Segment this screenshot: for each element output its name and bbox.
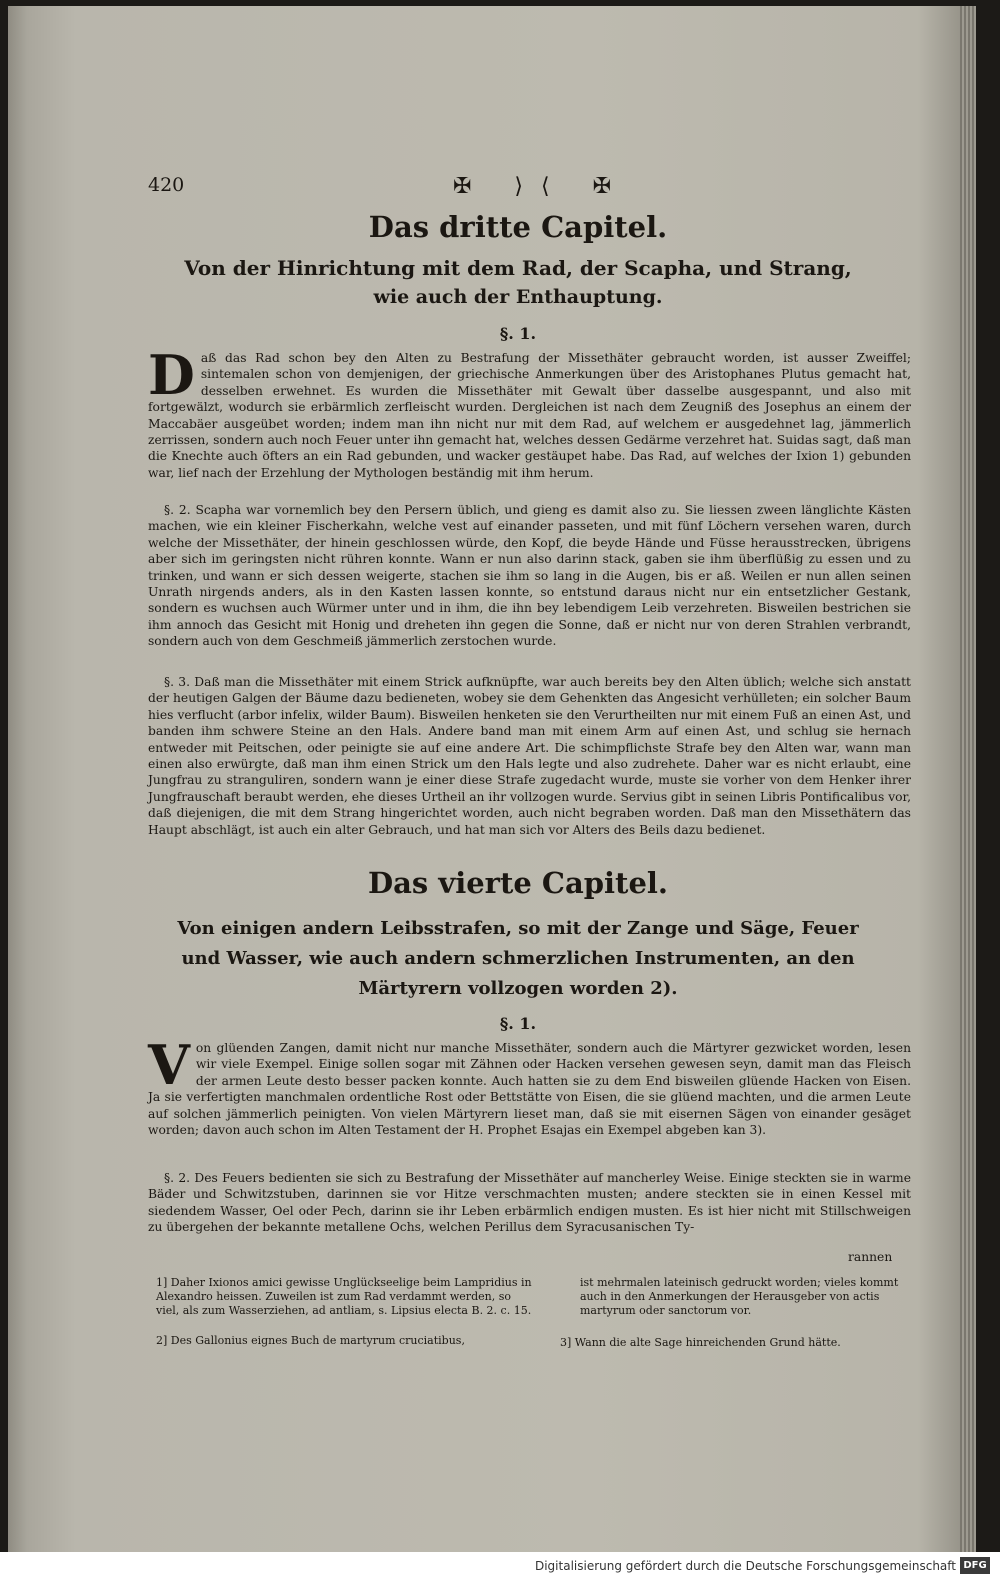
chapter3-subtitle-line1: Von der Hinrichtung mit dem Rad, der Scapha, und Strang, xyxy=(184,256,852,280)
header-ornament: ✠ ⟩⟨ ✠ xyxy=(453,174,630,199)
chapter4-subtitle-line2: und Wasser, wie auch andern schmerzlichen Instrumenten, an den xyxy=(181,948,855,969)
chapter3-paragraph2: §. 2. Scapha war vornemlich bey den Persern üblich, und gieng es damit also zu. Sie liessen zween länglichte Kästen machen, wie ein kleiner Fischerkahn, welche vest auf einander passeten, und mit fünf Löchern versehen waren, durch welche der Missethäter, der hinein geschlossen würde, den Kopf, die beyde Hände und Füsse herausstrecken, übrigens aber sich im geringsten nicht rühren konnte. Wann er nun also darinn stack, gaben sie ihm überflüßig zu essen und zu trinken, und wann er sich dessen weigerte, stachen sie ihm so lang in die Augen, bis er aß. Weilen er nun allen seinen Unrath nirgends anders, als in den Kasten lassen konnte, so entstund daraus nicht nur ein entsetzlicher Gestank, sondern es wuchsen auch Würmer unter und in ihm, die ihn bey lebendigem Leib verzehreten. Bisweilen bestrichen sie ihm annoch das Gesicht mit Honig und dreheten ihn gegen die Sonne, daß er nicht nur von deren Strahlen verbrandt, sondern auch von dem Geschmeiß jämmerlich zerstochen wurde. xyxy=(148,503,911,649)
footnote-1: 1] Daher Ixionos amici gewisse Unglückseelige beim Lampridius in Alexandro heissen. Zuweilen ist zum Rad verdammt werden, so viel, als zum Wasserziehen, ad antliam, s. Lipsius electa B. 2. c. 15. xyxy=(156,1276,532,1317)
chapter4-subtitle-line1: Von einigen andern Leibsstrafen, so mit der Zange und Säge, Feuer xyxy=(177,918,859,939)
book-page xyxy=(8,6,976,1552)
chapter4-paragraph2: §. 2. Des Feuers bedienten sie sich zu Bestrafung der Missethäter auf mancherley Weise. Einige steckten sie in warme Bäder und Schwitzstuben, darinnen sie vor Hitze verschmachten musten; andere steckten sie in einen Kessel mit siedendem Wasser, Oel oder Pech, darinn sie ihr Leben erbärmlich endigen musten. Es ist hier nicht mit Stillschweigen zu übergehen der bekannte metallene Ochs, welchen Perillus dem Syracusanischen Ty- xyxy=(148,1171,911,1235)
page-number: 420 xyxy=(148,174,185,196)
chapter3-title: Das dritte Capitel. xyxy=(368,210,668,244)
footnote-2: 2] Des Gallonius eignes Buch de martyrum cruciatibus, xyxy=(156,1334,465,1347)
chapter4-paragraph1 xyxy=(148,1033,911,1138)
footnote-2-continued: ist mehrmalen lateinisch gedruckt worden; vieles kommt auch in den Anmerkungen der Herausgeber von actis martyrum oder sanctorum vor. xyxy=(580,1276,899,1317)
chapter4-section1-heading: §. 1. xyxy=(499,1014,537,1033)
running-header xyxy=(148,174,888,202)
chapter3-paragraph1 xyxy=(148,343,911,481)
dfg-logo: DFG xyxy=(960,1557,990,1574)
drop-cap: V xyxy=(148,1033,190,1097)
chapter3-section1-heading: §. 1. xyxy=(499,324,537,343)
chapter4-paragraph1-text: on glüenden Zangen, damit nicht nur manche Missethäter, sondern auch die Märtyrer gezwicket worden, lesen wir viele Exempel. Einige sollen sogar mit Zähnen oder Hacken versehen gewesen seyn, damit man das Fleisch der armen Leute desto besser packen konnte. Auch hatten sie zu dem End bisweilen glüende Hacken von Eisen. Ja sie verfertigten manchmalen ordentliche Rost oder Bettstätte von Eisen, die sie glüend machten, und die armen Leute auf solchen jämmerlich peinigten. Von vielen Märtyrern lieset man, daß sie mit eisernen Sägen von einander gesäget worden; davon auch schon im Alten Testament der H. Prophet Esajas ein Exempel abgeben kan 3). xyxy=(148,1041,911,1138)
drop-cap: D xyxy=(148,343,195,407)
page-edge xyxy=(960,6,976,1552)
chapter4-title: Das vierte Capitel. xyxy=(367,866,669,900)
funding-text: Digitalisierung gefördert durch die Deutsche Forschungsgemeinschaft xyxy=(534,1559,956,1573)
catchword: rannen xyxy=(848,1250,893,1264)
chapter4-subtitle-line3: Märtyrern vollzogen worden 2). xyxy=(358,978,678,999)
chapter3-paragraph1-text: aß das Rad schon bey den Alten zu Bestrafung der Missethäter gebraucht worden, ist ausser Zweiffel; sintemalen schon von demjenigen, der griechische Anmerkungen über des Aristophanes Plutus gemacht hat, desselben erwehnet. Es wurden die Missethäter mit Gewalt über dasselbe ausgespannt, und also mit fortgewälzt, wodurch sie erbärmlich zerfleischt wurden. Dergleichen ist nach dem Zeugniß des Josephus an einem der Maccabäer ausgeübet worden; indem man ihn nicht nur mit dem Rad, auf welchem er ausgedehnet lag, jämmerlich zerrissen, sondern auch noch Feuer unter ihn gemacht hat, welches dessen Gedärme verzehret hat. Suidas sagt, daß man die Knechte auch öfters an ein Rad gebunden, und wacker gestäupet habe. Das Rad, auf welches der Ixion 1) gebunden war, lief nach der Erzehlung der Mythologen beständig mit ihm herum. xyxy=(148,351,911,480)
funding-footer xyxy=(0,1552,1000,1580)
chapter3-paragraph3: §. 3. Daß man die Missethäter mit einem Strick aufknüpfte, war auch bereits bey den Alten üblich; welche sich anstatt der heutigen Galgen der Bäume dazu bedieneten, wobey sie dem Gehenkten das Angesicht verhülleten; ein solcher Baum hies verflucht (arbor infelix, wilder Baum). Bisweilen henketen sie den Verurtheilten nur mit einem Fuß an einen Ast, und banden ihm schwere Steine an den Hals. Andere band man mit einem Arm auf einen Ast, und schlug sie hernach entweder mit Peitschen, oder peinigte sie auf eine andere Art. Die schimpflichste Strafe bey den Alten war, wann man einen also erwürgte, daß man ihm einen Strick um den Hals legte und also zudrehete. Daher war es nicht erlaubt, eine Jungfrau zu stranguliren, sondern wann je einer diese Strafe zugedacht wurde, muste sie vorher von dem Henker ihrer Jungfrauschaft beraubt werden, ehe dieses Urtheil an ihr vollzogen wurde. Servius gibt in seinen Libris Pontificalibus vor, daß diejenigen, die mit dem Strang hingerichtet worden, auch nicht begraben worden. Daß man den Missethätern das Haupt abschlägt, ist auch ein alter Gebrauch, und hat man sich vor Alters des Beils dazu bedienet. xyxy=(148,675,911,837)
footnote-3: 3] Wann die alte Sage hinreichenden Grund hätte. xyxy=(560,1336,841,1349)
chapter3-subtitle-line2: wie auch der Enthauptung. xyxy=(373,286,663,308)
